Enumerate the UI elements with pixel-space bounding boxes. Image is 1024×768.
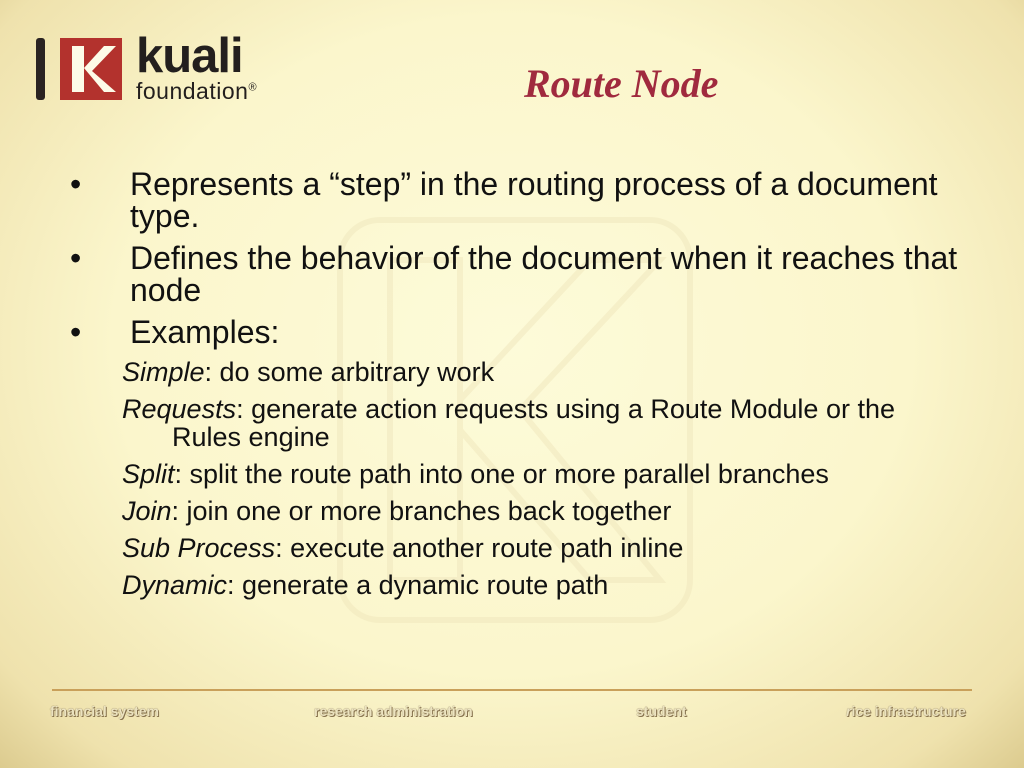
bullet-list	[70, 168, 970, 608]
example-desc: : do some arbitrary work	[204, 357, 495, 387]
example-term: Simple	[122, 357, 205, 387]
example-term: Join	[122, 496, 172, 526]
example-term: Split	[122, 459, 175, 489]
bullet-item	[70, 242, 970, 306]
bullet-dot: •	[70, 240, 82, 276]
bullet-item	[70, 316, 970, 348]
footer-divider	[52, 689, 972, 691]
example-desc: : execute another route path inline	[275, 533, 684, 563]
footer-rice-infrastructure	[846, 703, 966, 719]
footer-research-administration: research administration	[314, 703, 473, 719]
example-desc: : generate a dynamic route path	[227, 570, 609, 600]
logo-sub	[136, 78, 257, 105]
examples-list	[70, 358, 970, 599]
logo-bar	[36, 38, 45, 100]
example-item	[70, 534, 970, 562]
example-item	[70, 497, 970, 525]
footer-financial-system: financial system	[50, 703, 159, 719]
kuali-logo	[32, 29, 292, 106]
example-term: Sub Process	[122, 533, 276, 563]
example-item	[70, 460, 970, 488]
example-item	[70, 358, 970, 386]
logo-word: kuali	[136, 29, 243, 83]
bullet-item	[70, 168, 970, 232]
example-term: Dynamic	[122, 570, 228, 600]
bullet-dot: •	[70, 314, 82, 350]
example-desc: : split the route path into one or more parallel branches	[174, 459, 829, 489]
bullet-text: Examples:	[130, 314, 280, 350]
footer-student: student	[636, 703, 687, 719]
example-item	[70, 395, 970, 451]
slide-title: Route Node	[524, 61, 719, 106]
bullet-dot: •	[70, 166, 82, 202]
footer-rice-letter: r	[846, 703, 852, 719]
bullet-text: Represents a “step” in the routing process of a document type.	[130, 166, 938, 234]
logo-sub-text: foundation	[136, 78, 249, 104]
k-mark-icon	[60, 38, 122, 100]
registered-mark: ®	[248, 81, 258, 94]
example-term: Requests	[122, 394, 237, 424]
example-desc: : generate action requests using a Route Module or the Rules engine	[172, 394, 895, 452]
example-desc: : join one or more branches back together	[171, 496, 672, 526]
footer-rice-rest: ice infrastructure	[851, 703, 966, 719]
example-item	[70, 571, 970, 599]
bullet-text: Defines the behavior of the document when it reaches that node	[130, 240, 958, 308]
logo-k-mark	[60, 38, 122, 100]
